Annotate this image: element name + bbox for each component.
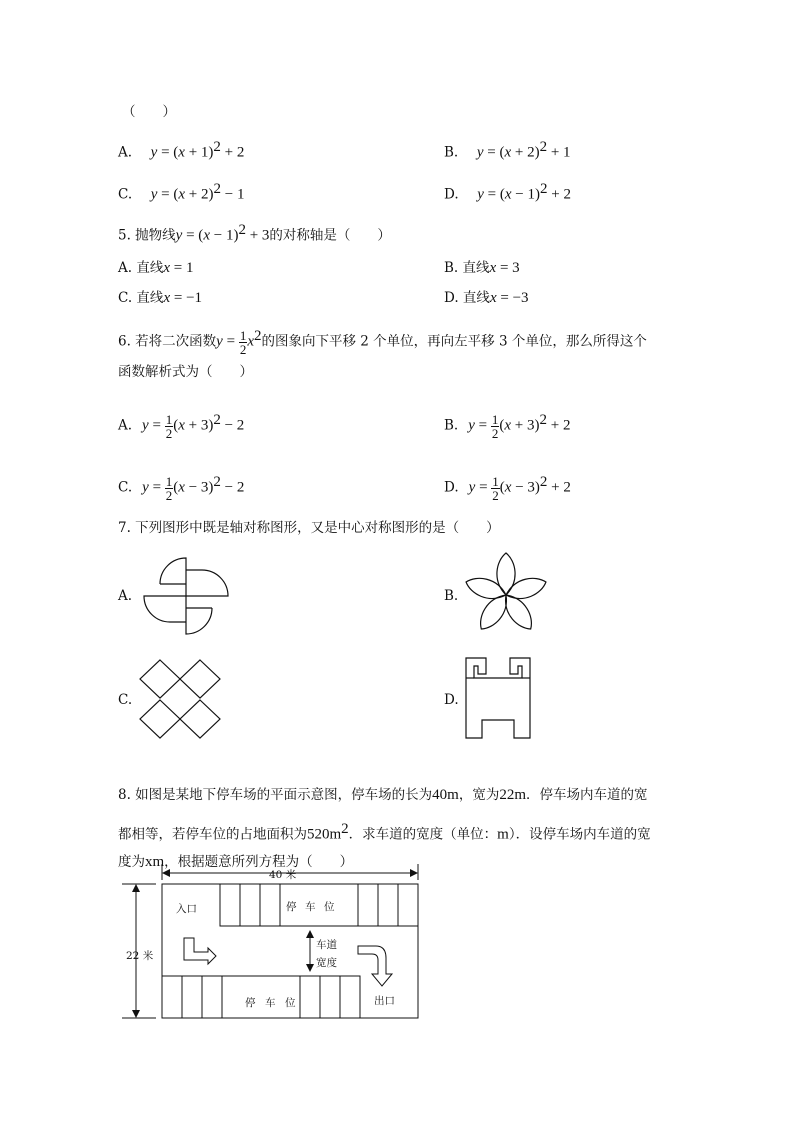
diagram-top-length: 40 米 [269,869,297,881]
diagram-bottom-slot-label-1: 停 [245,997,256,1009]
q6-option-c[interactable]: C. y = $\frac{1}{2}$ $(x - 3)^2 - 2$ [118,473,245,503]
fraction: $\frac{1}{2}$ [165,473,173,503]
option-label: C. [118,186,133,203]
fraction: $\frac{1}{2}$ [491,411,499,441]
q4-answer-paren: （ ） [122,104,176,120]
q6-stem-line2: 函数解析式为（ ） [118,364,253,380]
diagram-lane-label-2: 宽度 [316,957,337,969]
q7-stem: 7. 下列图形中既是轴对称图形，又是中心对称图形的是（ ） [118,520,500,536]
option-label: A. [118,144,133,161]
q4-option-a[interactable]: A. $y = (x + 1)^2 + 2$ [118,139,245,161]
q7-option-d-label[interactable]: D. [444,692,459,708]
diagram-top-slot-label-2: 车 [305,901,316,913]
option-label: D. [444,186,459,203]
option-label: B. [444,144,459,161]
q7-option-b-label[interactable]: B. [444,588,459,604]
q5-stem: 5. 抛物线$y = (x - 1)^2 + 3$的对称轴是（ ） [118,222,391,244]
q8-line2: 都相等，若停车位的占地面积为$520m^2$．求车道的宽度（单位：m）．设停车场内车道的宽 [118,821,651,843]
fraction: $\frac{1}{2}$ [239,327,247,357]
fraction: $\frac{1}{2}$ [492,473,499,503]
q7-option-a-label[interactable]: A. [118,588,133,604]
q8-line3: 度为xm，根据题意所列方程为（ ） [118,854,354,870]
q4-option-b[interactable]: B. $y = (x + 2)^2 + 1$ [444,139,571,161]
q5-option-b[interactable]: B. 直线x = 3 [444,260,520,276]
q4-option-c[interactable]: C. $y = (x + 2)^2 - 1$ [118,181,245,203]
diagram-entrance-label: 入口 [176,903,197,915]
q6-option-a[interactable]: A. y = $\frac{1}{2}$ $(x + 3)^2 - 2$ [118,411,245,441]
q4-option-d[interactable]: D. $y = (x - 1)^2 + 2$ [444,181,571,203]
q8-line1: 8. 如图是某地下停车场的平面示意图，停车场的长为40m，宽为22m．停车场内车道的宽 [118,787,648,803]
q7-option-c-label[interactable]: C. [118,692,133,708]
diagram-bottom-slot-label-2: 车 [265,997,276,1009]
q5-option-a[interactable]: A. 直线x = 1 [118,260,194,276]
diagram-lane-label: 车道 [316,939,337,951]
q5-option-d[interactable]: D. 直线x = −3 [444,290,529,306]
diagram-bottom-slot-label-3: 位 [285,997,296,1009]
diagram-exit-label: 出口 [374,995,395,1007]
diagram-top-slot-label-1: 停 [286,901,297,913]
castle-shape-figure[interactable] [464,656,532,740]
pinwheel-figure[interactable] [138,552,234,640]
five-petal-flower-figure[interactable] [462,551,550,635]
q6-option-d[interactable]: D. y = $\frac{1}{2}$ $(x - 3)^2 + 2$ [444,473,571,503]
fraction: $\frac{1}{2}$ [165,411,173,441]
q5-option-c[interactable]: C. 直线x = −1 [118,290,203,306]
q6-stem: 6. 若将二次函数y = $\frac{1}{2}$ $x^2$的图象向下平移 2 个单位，再向左平移 3 个单位，那么所得这个 [118,327,647,357]
q6-option-b[interactable]: B. y = $\frac{1}{2}$ $(x + 3)^2 + 2$ [444,411,571,441]
diagram-side-length: 22 米 [126,950,154,962]
diagram-top-slot-label-3: 位 [324,901,335,913]
four-diamonds-figure[interactable] [138,658,222,740]
